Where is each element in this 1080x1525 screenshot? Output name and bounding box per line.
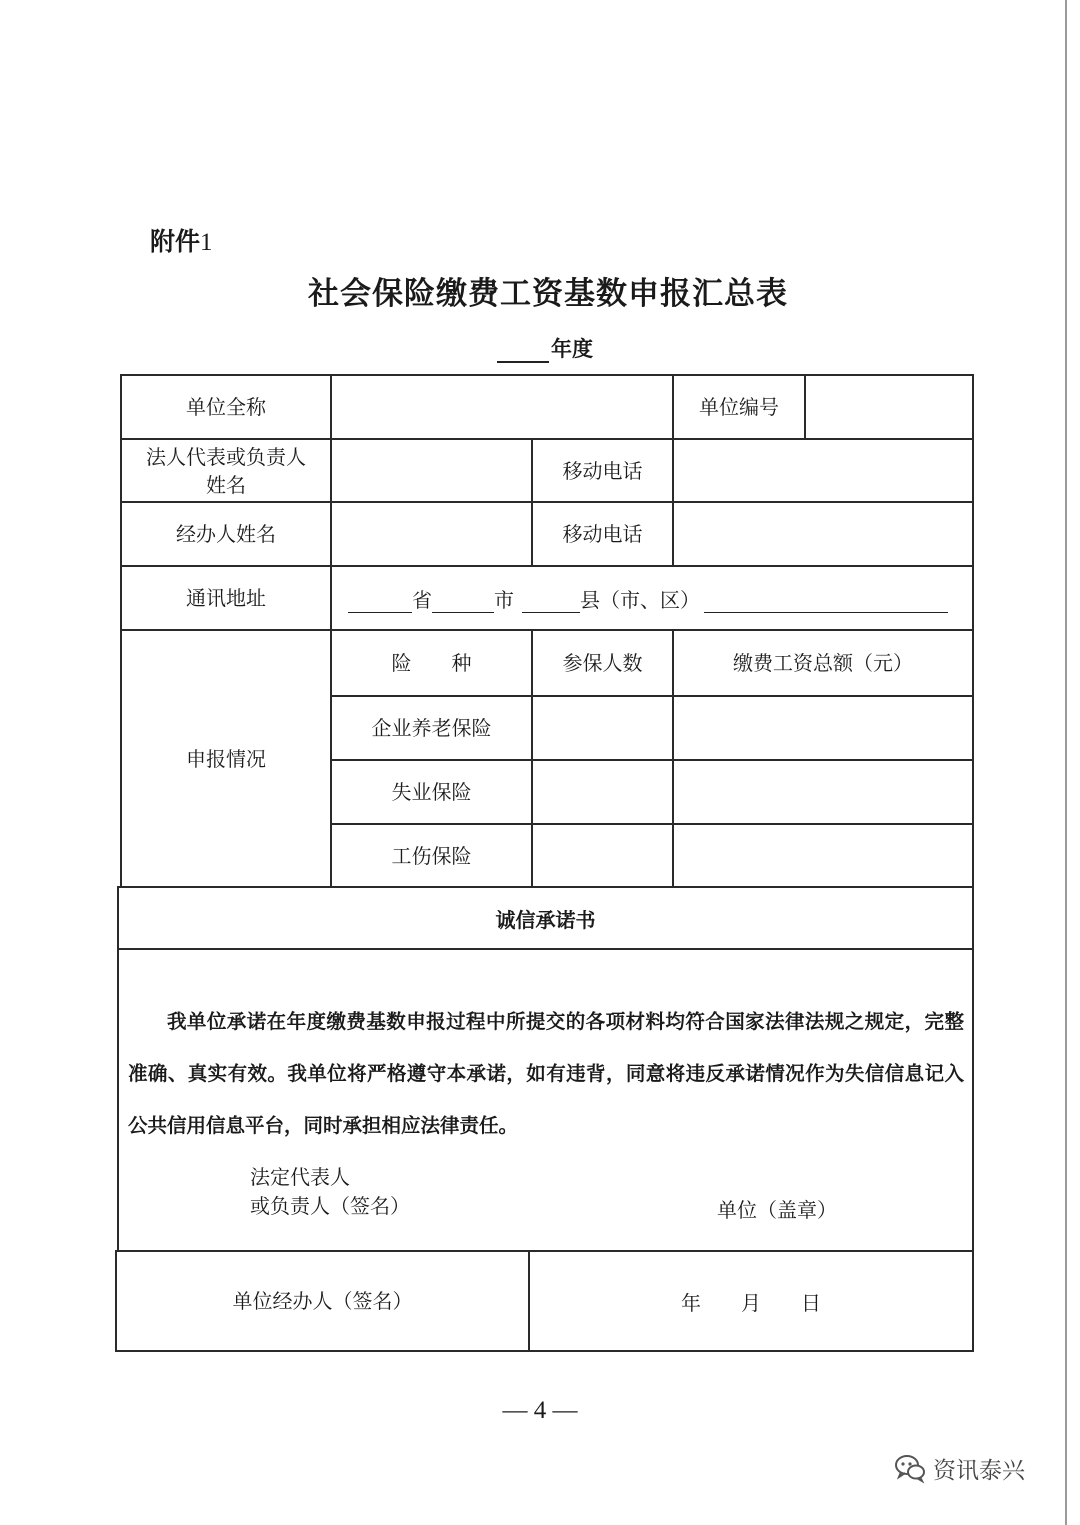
header-insured-count: 参保人数 xyxy=(562,651,643,675)
pension-count-field[interactable] xyxy=(533,697,672,759)
header-insurance-type: 险 种 xyxy=(391,651,472,675)
year-blank[interactable] xyxy=(497,339,549,363)
legal-rep-name-field[interactable] xyxy=(332,440,531,501)
legal-rep-signature-label: 法定代表人 或负责人（签名） xyxy=(250,1165,410,1218)
handler-mobile-field[interactable] xyxy=(674,503,972,565)
unit-code-field[interactable] xyxy=(806,376,972,438)
page-edge-line xyxy=(1065,0,1067,1525)
wechat-icon xyxy=(893,1451,927,1485)
insurance-type-injury: 工伤保险 xyxy=(391,843,472,868)
legal-rep-name-label: 法人代表或负责人 姓名 xyxy=(146,444,306,497)
legal-rep-mobile-label: 移动电话 xyxy=(562,458,643,483)
watermark: 资讯泰兴 xyxy=(893,1451,1025,1485)
address-label: 通讯地址 xyxy=(186,586,266,610)
page-number: — 4 — xyxy=(502,1397,578,1424)
insurance-type-pension: 企业养老保险 xyxy=(371,716,492,740)
pension-wage-field[interactable] xyxy=(674,697,972,759)
declaration-label: 申报情况 xyxy=(186,746,266,771)
date-label: 年 月 日 xyxy=(681,1291,821,1315)
unit-stamp-label: 单位（盖章） xyxy=(717,1198,837,1222)
handler-name-field[interactable] xyxy=(332,503,531,565)
handler-mobile-label: 移动电话 xyxy=(562,522,643,546)
unit-full-name-label: 单位全称 xyxy=(186,395,266,419)
unit-full-name-field[interactable] xyxy=(332,376,672,438)
injury-count-field[interactable] xyxy=(533,825,672,886)
injury-wage-field[interactable] xyxy=(674,825,972,886)
legal-rep-mobile-field[interactable] xyxy=(674,440,972,501)
year-field: 年度 xyxy=(497,333,593,363)
pledge-body: 我单位承诺在年度缴费基数申报过程中所提交的各项材料均符合国家法律法规之规定，完整准确、真实有效。我单位将严格遵守本承诺，如有违背，同意将违反承诺情况作为失信信息记入公共信用信息平台，同时承担相应法律责任。 xyxy=(128,1010,964,1137)
unemployment-wage-field[interactable] xyxy=(674,761,972,823)
address-field[interactable]: 省 市 县（市、区） xyxy=(348,584,948,613)
insurance-type-unemployment: 失业保险 xyxy=(391,780,472,804)
unit-code-label: 单位编号 xyxy=(699,395,779,419)
handler-signature-label: 单位经办人（签名） xyxy=(232,1289,413,1313)
unemployment-count-field[interactable] xyxy=(533,761,672,823)
header-wage-total: 缴费工资总额（元） xyxy=(733,651,913,675)
pledge-title: 诚信承诺书 xyxy=(495,908,596,932)
attachment-label: 附件1 xyxy=(150,227,213,256)
handler-name-label: 经办人姓名 xyxy=(176,522,276,546)
page-title: 社会保险缴费工资基数申报汇总表 xyxy=(308,276,788,312)
